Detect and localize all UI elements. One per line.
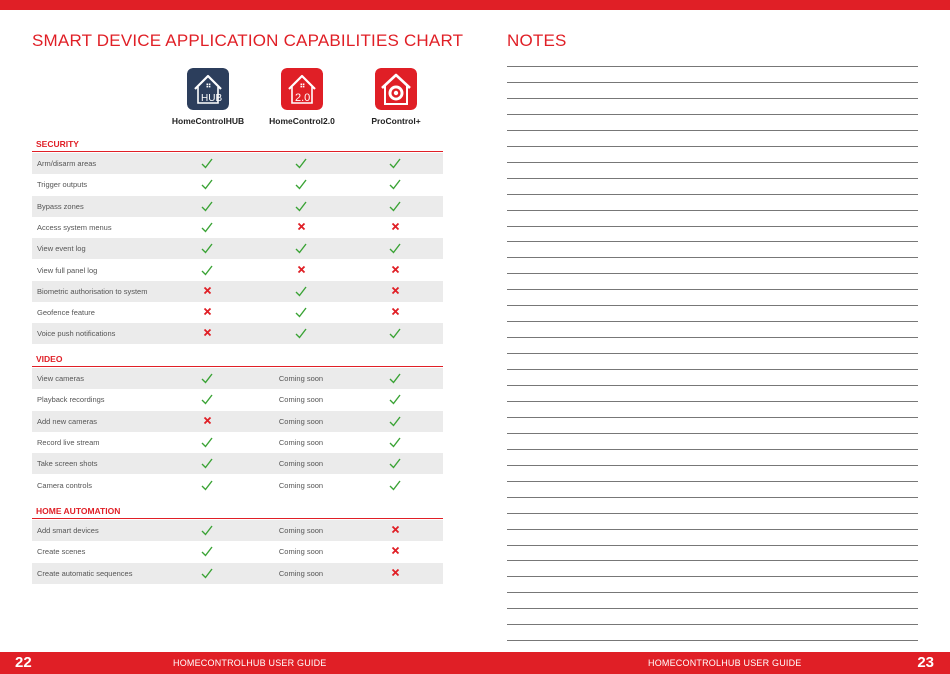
- capability-label: View event log: [37, 244, 86, 254]
- footer-guide-title-left: HOMECONTROLHUB USER GUIDE: [173, 658, 327, 668]
- note-line: [507, 417, 918, 418]
- table-row: [32, 238, 443, 259]
- page-title: SMART DEVICE APPLICATION CAPABILITIES CHART: [32, 31, 464, 50]
- app-column-header-homecontrol2: [252, 68, 352, 126]
- cross-icon: [365, 520, 425, 541]
- check-icon: [365, 238, 425, 259]
- note-line: [507, 226, 918, 227]
- table-row: [32, 563, 443, 584]
- app-column-header-procontrol: [346, 68, 446, 126]
- note-line: [507, 241, 918, 242]
- check-icon: [177, 475, 237, 496]
- hub-house-icon: [187, 68, 229, 110]
- section-header: [32, 138, 443, 152]
- note-line: [507, 162, 918, 163]
- note-line: [507, 481, 918, 482]
- capability-label: Biometric authorisation to system: [37, 286, 148, 296]
- note-line: [507, 289, 918, 290]
- capability-label: Geofence feature: [37, 308, 95, 318]
- coming-soon-text: Coming soon: [278, 437, 324, 447]
- status-cell: [271, 368, 331, 389]
- check-icon: [177, 153, 237, 174]
- note-line: [507, 321, 918, 322]
- status-cell: [271, 563, 331, 584]
- cross-icon: [365, 563, 425, 584]
- page-number-right: 23: [917, 654, 934, 671]
- table-row: [32, 541, 443, 562]
- capability-label: View cameras: [37, 374, 84, 383]
- check-icon: [365, 153, 425, 174]
- check-icon: [177, 238, 237, 259]
- check-icon: [177, 260, 237, 281]
- app-name-procontrol: ProControl+: [371, 116, 421, 126]
- capability-label: Access system menus: [37, 222, 112, 232]
- section-title: VIDEO: [36, 354, 63, 364]
- table-row: [32, 302, 443, 323]
- check-icon: [365, 389, 425, 410]
- check-icon: [365, 475, 425, 496]
- note-line: [507, 98, 918, 99]
- capability-label: Add new cameras: [37, 416, 98, 426]
- capability-label: View full panel log: [37, 265, 98, 275]
- check-icon: [365, 368, 425, 389]
- homecontrol-2-house-icon: [281, 68, 323, 110]
- section-title: HOME AUTOMATION: [36, 506, 121, 516]
- note-line: [507, 194, 918, 195]
- app-column-header-hub: [158, 68, 258, 126]
- note-line: [507, 210, 918, 211]
- cross-icon: [177, 411, 237, 432]
- cross-icon: [177, 281, 237, 302]
- note-line: [507, 305, 918, 306]
- table-row: [32, 389, 443, 410]
- cross-icon: [177, 323, 237, 344]
- capability-label: Playback recordings: [37, 395, 105, 405]
- check-icon: [177, 196, 237, 217]
- table-row: [32, 411, 443, 432]
- check-icon: [365, 411, 425, 432]
- note-line: [507, 130, 918, 131]
- check-icon: [177, 520, 237, 541]
- note-line: [507, 497, 918, 498]
- check-icon: [177, 368, 237, 389]
- note-line: [507, 66, 918, 67]
- cross-icon: [365, 281, 425, 302]
- app-name-homecontrol2: HomeControl2.0: [269, 116, 335, 126]
- note-line: [507, 385, 918, 386]
- check-icon: [177, 174, 237, 195]
- coming-soon-text: Coming soon: [278, 526, 324, 535]
- cross-icon: [177, 302, 237, 323]
- coming-soon-text: Coming soon: [278, 416, 324, 426]
- capability-label: Take screen shots: [37, 459, 98, 469]
- cross-icon: [365, 302, 425, 323]
- note-line: [507, 337, 918, 338]
- check-icon: [271, 238, 331, 259]
- section-title: SECURITY: [36, 139, 79, 149]
- check-icon: [177, 453, 237, 474]
- procontrol-house-icon: [375, 68, 417, 110]
- note-line: [507, 449, 918, 450]
- check-icon: [271, 281, 331, 302]
- coming-soon-text: Coming soon: [278, 480, 324, 490]
- capability-label: Bypass zones: [37, 201, 84, 211]
- note-line: [507, 560, 918, 561]
- section-header: [32, 505, 443, 519]
- cross-icon: [271, 217, 331, 238]
- table-row: [32, 174, 443, 195]
- note-line: [507, 608, 918, 609]
- note-line: [507, 529, 918, 530]
- cross-icon: [365, 260, 425, 281]
- note-line: [507, 624, 918, 625]
- note-line: [507, 353, 918, 354]
- cross-icon: [365, 541, 425, 562]
- check-icon: [177, 432, 237, 453]
- note-line: [507, 513, 918, 514]
- note-line: [507, 273, 918, 274]
- check-icon: [271, 196, 331, 217]
- check-icon: [365, 174, 425, 195]
- capability-label: Arm/disarm areas: [37, 159, 97, 168]
- capability-label: Create automatic sequences: [37, 568, 133, 578]
- status-cell: [271, 411, 331, 432]
- coming-soon-text: Coming soon: [278, 547, 324, 557]
- check-icon: [271, 323, 331, 344]
- status-cell: [271, 520, 331, 541]
- top-accent-bar: [0, 0, 950, 10]
- capability-label: Record live stream: [37, 437, 100, 447]
- table-row: [32, 217, 443, 238]
- svg-text:HUB: HUB: [201, 93, 223, 104]
- footer-guide-title-right: HOMECONTROLHUB USER GUIDE: [648, 658, 802, 668]
- svg-text:2.0: 2.0: [295, 92, 311, 104]
- coming-soon-text: Coming soon: [278, 374, 324, 383]
- table-row: [32, 432, 443, 453]
- notes-title: NOTES: [507, 31, 567, 50]
- note-line: [507, 465, 918, 466]
- note-line: [507, 82, 918, 83]
- table-row: [32, 323, 443, 344]
- table-row: [32, 260, 443, 281]
- check-icon: [365, 453, 425, 474]
- status-cell: [271, 475, 331, 496]
- table-row: [32, 453, 443, 474]
- capability-label: Voice push notifications: [37, 329, 116, 339]
- status-cell: [271, 541, 331, 562]
- check-icon: [271, 302, 331, 323]
- note-line: [507, 369, 918, 370]
- status-cell: [271, 389, 331, 410]
- check-icon: [177, 541, 237, 562]
- capability-label: Create scenes: [37, 547, 86, 557]
- check-icon: [177, 217, 237, 238]
- note-line: [507, 640, 918, 641]
- check-icon: [177, 389, 237, 410]
- capability-label: Add smart devices: [37, 526, 99, 535]
- cross-icon: [271, 260, 331, 281]
- status-cell: [271, 453, 331, 474]
- table-row: [32, 196, 443, 217]
- note-line: [507, 114, 918, 115]
- capability-label: Camera controls: [37, 480, 93, 490]
- table-row: [32, 520, 443, 541]
- table-row: [32, 153, 443, 174]
- check-icon: [365, 323, 425, 344]
- table-row: [32, 368, 443, 389]
- table-row: [32, 281, 443, 302]
- note-line: [507, 401, 918, 402]
- note-line: [507, 146, 918, 147]
- check-icon: [365, 432, 425, 453]
- note-line: [507, 576, 918, 577]
- page-number-left: 22: [15, 654, 32, 671]
- note-line: [507, 545, 918, 546]
- cross-icon: [365, 217, 425, 238]
- coming-soon-text: Coming soon: [278, 459, 324, 469]
- check-icon: [271, 153, 331, 174]
- note-line: [507, 178, 918, 179]
- note-line: [507, 592, 918, 593]
- table-row: [32, 475, 443, 496]
- check-icon: [177, 563, 237, 584]
- coming-soon-text: Coming soon: [278, 568, 324, 578]
- capability-label: Trigger outputs: [37, 180, 88, 190]
- footer-bar: [0, 652, 950, 674]
- check-icon: [271, 174, 331, 195]
- check-icon: [365, 196, 425, 217]
- app-name-hub: HomeControlHUB: [171, 116, 245, 126]
- section-header: [32, 353, 443, 367]
- note-line: [507, 257, 918, 258]
- status-cell: [271, 432, 331, 453]
- coming-soon-text: Coming soon: [278, 395, 324, 405]
- note-line: [507, 433, 918, 434]
